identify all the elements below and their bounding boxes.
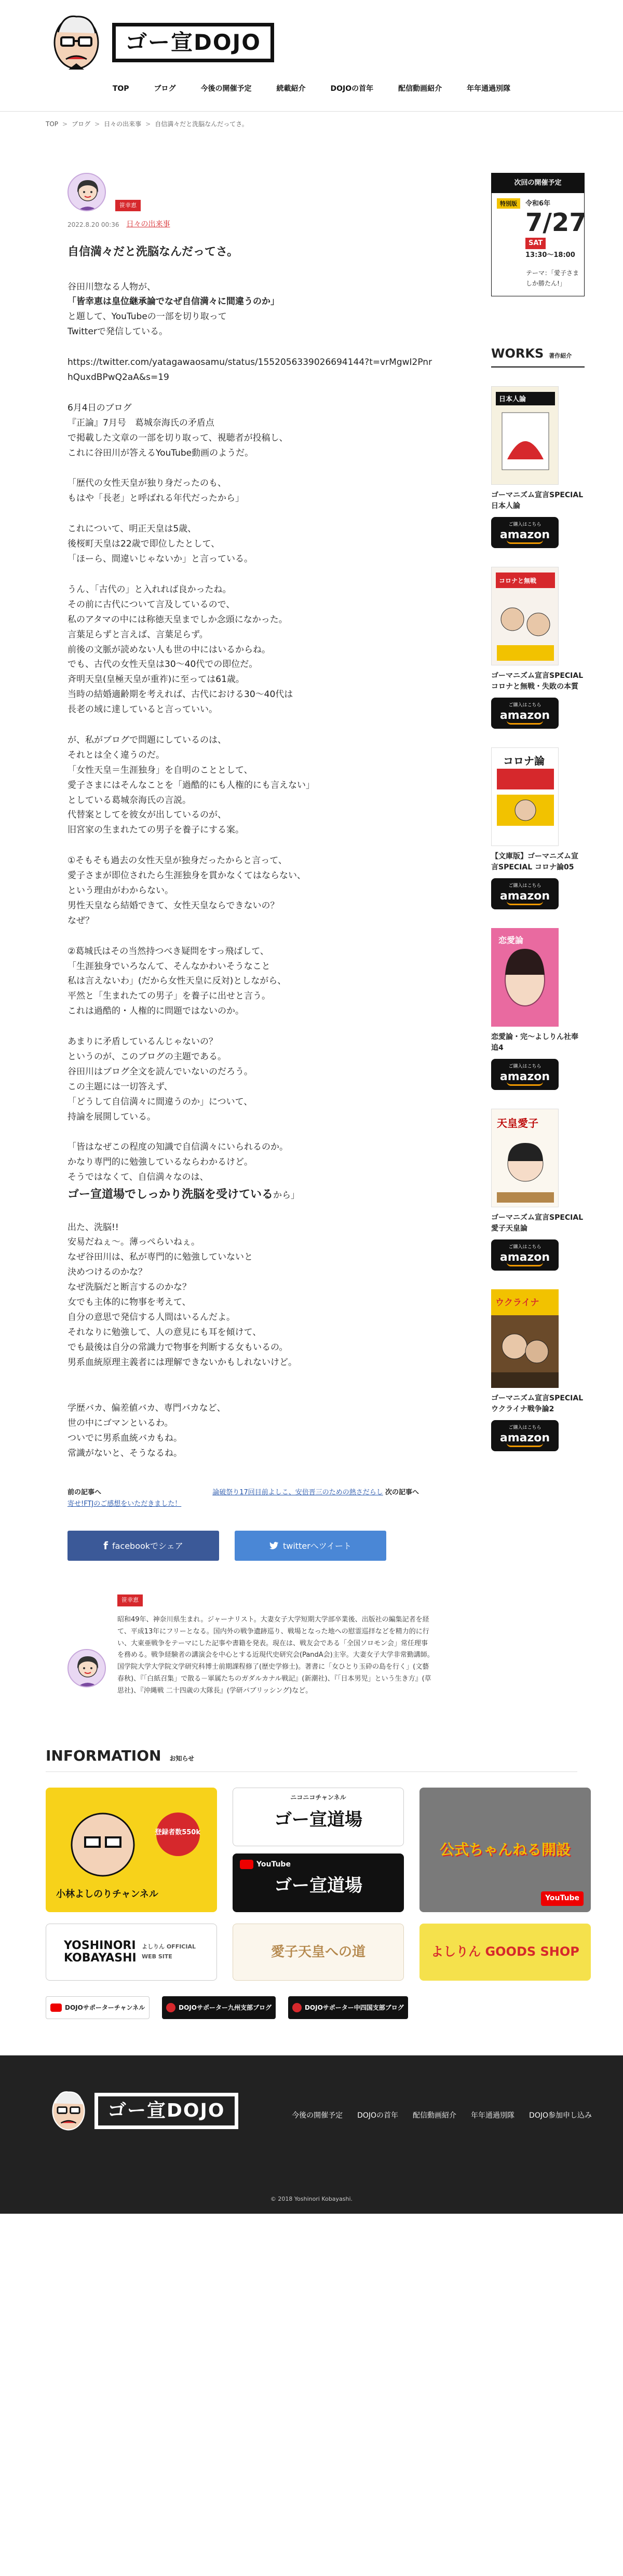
avatar: [67, 1649, 106, 1687]
amazon-smile-icon: [507, 1443, 543, 1447]
blog-icon: [292, 2003, 302, 2012]
text-line: 安易だねぇ～。薄っぺらいねぇ。: [67, 1237, 200, 1248]
book-cover[interactable]: [491, 1289, 559, 1388]
work-item: [491, 386, 585, 548]
text-line: でも、古代の女性天皇は30～40代での即位だ。: [67, 659, 258, 670]
text-line: Twitterで発信している。: [67, 326, 168, 337]
amazon-buy-button[interactable]: [491, 517, 559, 548]
global-nav: [0, 83, 623, 96]
text-line: 男系血統原理主義者には理解できないかもしれないけど。: [67, 1357, 297, 1368]
youtube-icon: [50, 2003, 62, 2012]
amazon-small-label: ご購入はこちら: [508, 883, 541, 889]
book-cover[interactable]: [491, 386, 559, 485]
text-line: この主題には一切答えず、: [67, 1081, 173, 1092]
amazon-buy-button[interactable]: [491, 1239, 559, 1271]
works-subtitle: 著作紹介: [549, 352, 572, 360]
text-line: 旧宮家の生まれたての男子を養子にする案。: [67, 825, 244, 836]
supporter-chushikoku-banner[interactable]: [288, 1996, 408, 2019]
text-line: ①そもそも過去の女性天皇が独身だったからと言って、: [67, 855, 287, 866]
author-avatar-icon: [69, 1650, 106, 1687]
text-line: としている葛城奈海氏の言説。: [67, 795, 191, 806]
text-line: というのが、このブログの主題である。: [67, 1051, 226, 1062]
amazon-buy-button[interactable]: [491, 878, 559, 909]
text-line: 私のアタマの中には称徳天皇までしか念頭になかった。: [67, 614, 288, 625]
work-item: [491, 747, 585, 909]
text-line-bold: 「皆幸恵は皇位継承論でなぜ自信満々に間違うのか」: [67, 296, 279, 307]
text-line: 持論を展開している。: [67, 1111, 156, 1122]
text-line: ついでに男系血統バカもね。: [67, 1433, 182, 1444]
text-line: 谷田川はブログ全文を読んでいないのだろう。: [67, 1066, 253, 1077]
banner-niconico[interactable]: [233, 1788, 404, 1846]
site-logo[interactable]: [48, 11, 274, 74]
text-line: それとは全く違うのだ。: [67, 749, 165, 760]
amazon-smile-icon: [507, 720, 543, 725]
nav-videos[interactable]: 配信動画紹介: [398, 85, 442, 93]
nav-archive[interactable]: 年年通過別隊: [467, 85, 511, 93]
paragraph: [67, 1220, 434, 1370]
event-day: 7/27: [525, 208, 587, 237]
avatar: [67, 173, 106, 211]
book-cover-text: コロナと無戦: [499, 577, 537, 585]
book-cover[interactable]: [491, 747, 559, 846]
sidebar: [491, 173, 585, 1697]
banner-title: 愛子天皇への道: [270, 1944, 365, 1960]
event-weekday: SAT: [525, 238, 546, 249]
text-line: ②葛城氏はその当然持つべき疑問をすっ飛ばして、: [67, 946, 269, 957]
copyright: © 2018 Yoshinori Kobayashi.: [270, 2196, 353, 2203]
author-bio: 昭和49年、神奈川県生まれ。ジャーナリスト。大妻女子大学短期大学部卒業後、出版社の編集記者を経て、平成13年にフリーとなる。国内外の戦争遺跡巡り、戦場となった地への慰霊巡拝などを精力的に行い、大東亜戦争をテーマにした記事や書籍を発表。現在は、戦友会である「全国ソロモン会」常任理事を務める。戦争経験者の講演会を中心とする近現代史研究会(PandA会)主宰。大妻女子大学非常勤講師。国学院大学大学院文学研究科博士前期課程修了(歴史学修士)。著書に「女ひとり玉砕の島を行く」(文藝春秋)、『「白紙召集」で散る－軍属たちのガダルカナル戦記』(新潮社)、『「日本男児」という生き方』(草思社)、『沖縄戦 二十四歳の大隊長』(学研パブリッシング)など。: [117, 1616, 434, 1695]
next-event-box[interactable]: [491, 173, 585, 296]
text-line: と題して、YouTubeの一部を切り取って: [67, 311, 227, 322]
banner-title: よしりん GOODS SHOP: [431, 1944, 579, 1959]
special-badge: 特別版: [497, 198, 520, 209]
site-footer: [0, 2055, 623, 2214]
amazon-logo-text: amazon: [499, 708, 550, 722]
paragraph: [67, 355, 434, 385]
book-cover[interactable]: [491, 928, 559, 1027]
post-meta: [67, 219, 434, 231]
work-item: [491, 928, 585, 1090]
amazon-logo-text: amazon: [499, 1431, 550, 1444]
banner-title: ゴー宣道場: [274, 1809, 362, 1831]
text-line: 「皆はなぜこの程度の知識で自信満々にいられるのか。: [67, 1142, 288, 1153]
mascot-face-icon: [48, 11, 105, 74]
twitter-share-button[interactable]: [235, 1531, 386, 1561]
post-date: 2022.8.20 00:36: [67, 221, 119, 229]
text-line: 平然と「生まれたての男子」を養子に出せと言う。: [67, 991, 270, 1002]
text-line: これは過酷的・人権的に問題ではないのか。: [67, 1006, 244, 1017]
work-item: [491, 567, 585, 729]
text-line: で掲載した文章の一部を切り取って、視聴者が投稿し、: [67, 432, 288, 443]
breadcrumb-separator: >: [145, 120, 151, 128]
paragraph: [67, 1140, 434, 1204]
text-line: あまりに矛盾しているんじゃないの？: [67, 1037, 218, 1047]
text-line: 決めつけるのかな？: [67, 1267, 147, 1278]
text-line: これについて、明正天皇は5歳、: [67, 524, 197, 535]
footer-nav-videos[interactable]: 配信動画紹介: [413, 2111, 457, 2120]
work-title: ゴーマニズム宣言SPECIAL ウクライナ戦争論2: [491, 1394, 584, 1414]
text-line: 「歴代の女性天皇が独り身だったのも、: [67, 478, 226, 489]
supporter-channel-label: DOJOサポーターチャンネル: [65, 2003, 145, 2011]
banner-stack: [233, 1788, 404, 1912]
next-post-link[interactable]: 論破祭り17回目前よしこ、安倍晋三のための熱さだらし: [212, 1488, 383, 1496]
text-line: 愛子さまにはそんなことを「過酷的にも人権的にも言えない」: [67, 780, 315, 790]
emphasis-line: ゴー宣道場でしっかり洗脳を受けている: [67, 1188, 274, 1202]
amazon-buy-button[interactable]: [491, 1059, 559, 1090]
next-event-date: [525, 198, 587, 261]
paragraph: [67, 1401, 434, 1461]
text-line: なぜ？: [67, 915, 94, 926]
text-line: かなり専門的に勉強しているならわかるけど。: [67, 1157, 253, 1168]
text-line: 自分の意思で発信する人間はいるんだよ。: [67, 1312, 235, 1323]
text-line: 前後の文脈が読めない人も世の中にはいるからね。: [67, 644, 270, 655]
prev-post-link[interactable]: 寄せ!FTJのご感想をいただきました！: [67, 1500, 182, 1508]
text-line: 女でも主体的に物事を考えて、: [67, 1297, 191, 1307]
paragraph: [67, 733, 434, 838]
text-line: それなりに勉強して、人の意見にも耳を傾けて、: [67, 1327, 262, 1338]
amazon-small-label: ご購入はこちら: [508, 1245, 541, 1250]
banner-grid: [46, 1788, 577, 1981]
breadcrumb-current: 自信満々だと洗脳なんだってさ。: [155, 120, 248, 128]
banner-label: YouTube: [256, 1860, 291, 1869]
banner-channel[interactable]: [46, 1788, 217, 1912]
amazon-logo-text: amazon: [499, 1070, 550, 1083]
banner-youtube-dojo[interactable]: [233, 1853, 404, 1912]
banner-sub: YouTube: [541, 1891, 584, 1906]
text-line: 出た、洗脳!!: [67, 1222, 119, 1233]
work-item: [491, 1289, 585, 1451]
text-line: もはや「長老」と呼ばれる年代だったから」: [67, 493, 244, 504]
youtube-icon: [240, 1860, 253, 1869]
banner-title: YOSHINORI KOBAYASHI: [64, 1939, 137, 1965]
amazon-smile-icon: [507, 901, 543, 905]
footer-nav-about[interactable]: DOJOの首年: [357, 2111, 399, 2120]
text-line: 当時の結婚適齢期を考えれば、古代における30～40代は: [67, 689, 293, 700]
information-title: INFORMATION: [46, 1747, 161, 1765]
paragraph: [67, 401, 434, 461]
text-line: 世の中にゴマンといるわ。: [67, 1418, 173, 1429]
information-subtitle: お知らせ: [169, 1755, 195, 1763]
text-line: 言葉足らずと言えば、言葉足らず。: [67, 629, 208, 640]
work-title: 恋愛論・完～よしりん社奉追4: [491, 1033, 578, 1053]
event-time: 13:30～18:00: [525, 251, 575, 260]
amazon-buy-button[interactable]: [491, 1420, 559, 1451]
work-title: ゴーマニズム宣言SPECIAL 日本人論: [491, 491, 584, 511]
banner-sub: ニコニコチャンネル: [290, 1793, 346, 1801]
supporter-banners: [46, 1996, 577, 2019]
text-line: 「どうして自信満々に間違うのか」について、: [67, 1096, 253, 1107]
facebook-share-button[interactable]: [67, 1531, 219, 1561]
text-line: 「ほーら、間違いじゃないか」と言っている。: [67, 554, 253, 565]
breadcrumb-separator: >: [62, 120, 68, 128]
banner-title: ゴー宣道場: [274, 1875, 362, 1897]
book-cover[interactable]: [491, 1109, 559, 1207]
book-cover[interactable]: [491, 567, 559, 665]
footer-nav-schedule[interactable]: 今後の開催予定: [292, 2111, 343, 2120]
banner-official-channel[interactable]: [419, 1788, 591, 1912]
work-title: ゴーマニズム宣言SPECIAL 愛子天皇論: [491, 1214, 584, 1233]
footer-logo[interactable]: [48, 2088, 238, 2134]
text-line: 男性天皇なら結婚できて、女性天皇ならできないの？: [67, 900, 279, 911]
twitter-share-label: twitterへツイート: [283, 1541, 351, 1551]
footer-logo-text: ゴー宣DOJO: [94, 2093, 238, 2129]
book-cover-text: 日本人論: [499, 396, 526, 404]
text-line: 6月4日のブログ: [67, 402, 132, 413]
amazon-smile-icon: [507, 1262, 543, 1266]
next-label: 次の記事へ: [385, 1488, 419, 1496]
mascot-face-icon: [48, 2088, 89, 2134]
text-line: が、私がブログで問題にしているのは、: [67, 734, 226, 745]
banner-sub: 登録者数550k: [155, 1828, 200, 1836]
breadcrumb-blog[interactable]: ブログ: [72, 120, 91, 128]
twitter-bird-icon: [269, 1542, 279, 1550]
site-header: [0, 0, 623, 112]
facebook-share-label: facebookでシェア: [112, 1541, 183, 1551]
book-cover-text: ウクライナ: [495, 1298, 539, 1309]
share-buttons: [67, 1531, 434, 1561]
amazon-small-label: ご購入はこちら: [508, 522, 541, 528]
footer-nav: [292, 2110, 592, 2122]
paragraph: [67, 944, 434, 1019]
text-line: 斉明天皇(皇極天皇が重祚)に至っては61歳。: [67, 674, 245, 685]
text-line: 代替案としてを彼女が出しているのが、: [67, 810, 226, 821]
amazon-logo-text: amazon: [499, 528, 550, 541]
supporter-kyushu-banner[interactable]: [162, 1996, 276, 2019]
banner-sub: よしりん OFFICIAL WEB SITE: [142, 1943, 196, 1960]
nav-top[interactable]: TOP: [112, 85, 129, 93]
nav-dojo-about[interactable]: DOJOの首年: [330, 85, 374, 93]
text-line: 愛子さまが即位されたら生涯独身を貫かなくてはならない、: [67, 870, 306, 881]
works-heading: [491, 343, 585, 367]
text-line: なぜ谷田川は、私が専門的に勉強していないと: [67, 1252, 253, 1263]
supporter-kyushu-label: DOJOサポーター九州支部ブログ: [179, 2003, 272, 2011]
author-badge[interactable]: 笹幸恵: [117, 1594, 143, 1606]
banner-goods-shop[interactable]: [419, 1924, 591, 1981]
work-title: 【文庫版】ゴーマニズム宣言SPECIAL コロナ論05: [491, 852, 578, 872]
amazon-small-label: ご購入はこちら: [508, 703, 541, 708]
next-post: [212, 1487, 419, 1510]
amazon-smile-icon: [507, 540, 543, 544]
nav-schedule[interactable]: 今後の開催予定: [200, 85, 252, 93]
book-cover-text: 天皇愛子: [497, 1117, 538, 1130]
book-cover-text: 恋愛論: [498, 935, 524, 946]
amazon-logo-text: amazon: [499, 1250, 550, 1264]
next-event-heading: 次回の開催予定: [492, 173, 584, 193]
text-line: 私は言えないわ」(だから女性天皇に反対)としながら、: [67, 976, 287, 987]
main-column: [67, 173, 434, 1697]
paragraph: [67, 280, 434, 340]
text-line: うん、「古代の」と入れれば良かったね。: [67, 584, 232, 595]
blog-icon: [166, 2003, 175, 2012]
text-line: 後桜町天皇は22歳で即位したとして、: [67, 539, 220, 550]
text-line: 長老の域に達していると言っていい。: [67, 704, 218, 715]
work-title: ゴーマニズム宣言SPECIAL コロナと無戦・失敗の本質: [491, 672, 584, 691]
paragraph: [67, 582, 434, 717]
author-profile: [67, 1592, 434, 1697]
prev-post: [67, 1487, 181, 1510]
emphasis-tail: から」: [273, 1190, 300, 1201]
author-profile-text: [117, 1592, 434, 1697]
text-line: その前に古代について言及しているので、: [67, 599, 235, 610]
breadcrumb-top[interactable]: TOP: [46, 120, 59, 128]
amazon-small-label: ご購入はこちら: [508, 1425, 541, 1431]
amazon-logo-text: amazon: [499, 889, 550, 903]
text-line: 「女性天皇＝生涯独身」を自明のこととして、: [67, 765, 253, 775]
text-line: 「生涯独身でいろなんて、そんなかわいそうなこと: [67, 961, 270, 972]
paragraph: [67, 476, 434, 506]
post-body: [67, 280, 434, 1461]
text-line: 谷田川惣なる人物が、: [67, 281, 156, 292]
banner-title: 小林よしのりチャンネル: [56, 1889, 158, 1900]
author-badge[interactable]: 笹幸恵: [115, 200, 141, 212]
information-section: [0, 1697, 623, 2055]
amazon-small-label: ご購入はこちら: [508, 1064, 541, 1070]
post-navigation: [67, 1487, 434, 1510]
supporter-channel-banner[interactable]: [46, 1996, 150, 2019]
text-line: でも最後は自分の常識力で物事を判断する女もいるの。: [67, 1342, 288, 1353]
book-cover-text: コロナ論: [503, 755, 545, 768]
post-category-link[interactable]: 日々の出来事: [126, 220, 170, 229]
next-event-body: [492, 193, 587, 267]
text-line: という理由がわからない。: [67, 885, 173, 896]
supporter-chushikoku-label: DOJOサポーター中四国支部ブログ: [304, 2003, 404, 2011]
tweet-link[interactable]: https://twitter.com/yatagawaosamu/status/1552056339026694144?t=vrMgwI2PnrhQuxdBPwQ2aA&s=19: [67, 357, 432, 383]
banner-title: 公式ちゃんねる開設: [439, 1841, 571, 1859]
text-line: 常識がないと、そうなるね。: [67, 1448, 182, 1459]
text-line: これに谷田川が答えるYouTube動画のようだ。: [67, 447, 254, 458]
event-era: 令和6年: [525, 200, 551, 208]
logo-text: ゴー宣DOJO: [112, 23, 274, 62]
text-line: 学歴バカ、偏差値バカ、専門バカなど、: [67, 1403, 226, 1414]
amazon-smile-icon: [507, 1082, 543, 1086]
banner-official-site[interactable]: [46, 1924, 217, 1981]
footer-nav-archive[interactable]: 年年通過別隊: [471, 2111, 515, 2120]
breadcrumb-separator: >: [94, 120, 100, 128]
text-line: そうではなくて、自信満々なのは、: [67, 1172, 209, 1183]
paragraph: [67, 853, 434, 928]
post-title: 自信満々だと洗脳なんだってさ。: [67, 246, 239, 259]
footer-nav-apply[interactable]: DOJO参加申し込み: [529, 2111, 592, 2120]
amazon-buy-button[interactable]: [491, 698, 559, 729]
works-title: WORKS: [491, 346, 544, 361]
text-line: 『正論』7月号 葛城奈海氏の矛盾点: [67, 417, 214, 428]
facebook-icon: f: [103, 1539, 108, 1552]
nav-series[interactable]: 続載紹介: [276, 85, 306, 93]
work-item: [491, 1109, 585, 1271]
nav-blog[interactable]: ブログ: [154, 85, 176, 93]
event-theme: テーマ：「愛子さましか勝たん!」: [526, 269, 579, 287]
post-author-row: [67, 173, 434, 211]
banner-aiko-tenno[interactable]: [233, 1924, 404, 1981]
prev-label: 前の記事へ: [67, 1488, 102, 1496]
paragraph: [67, 1034, 434, 1124]
paragraph: [67, 522, 434, 567]
information-heading: [46, 1743, 577, 1772]
text-line: なぜ洗脳だと断言するのかな？: [67, 1282, 191, 1293]
author-avatar-icon: [69, 174, 106, 211]
content-wrap: [0, 137, 623, 1697]
breadcrumb-category[interactable]: 日々の出来事: [104, 120, 142, 128]
breadcrumb: [0, 112, 623, 137]
